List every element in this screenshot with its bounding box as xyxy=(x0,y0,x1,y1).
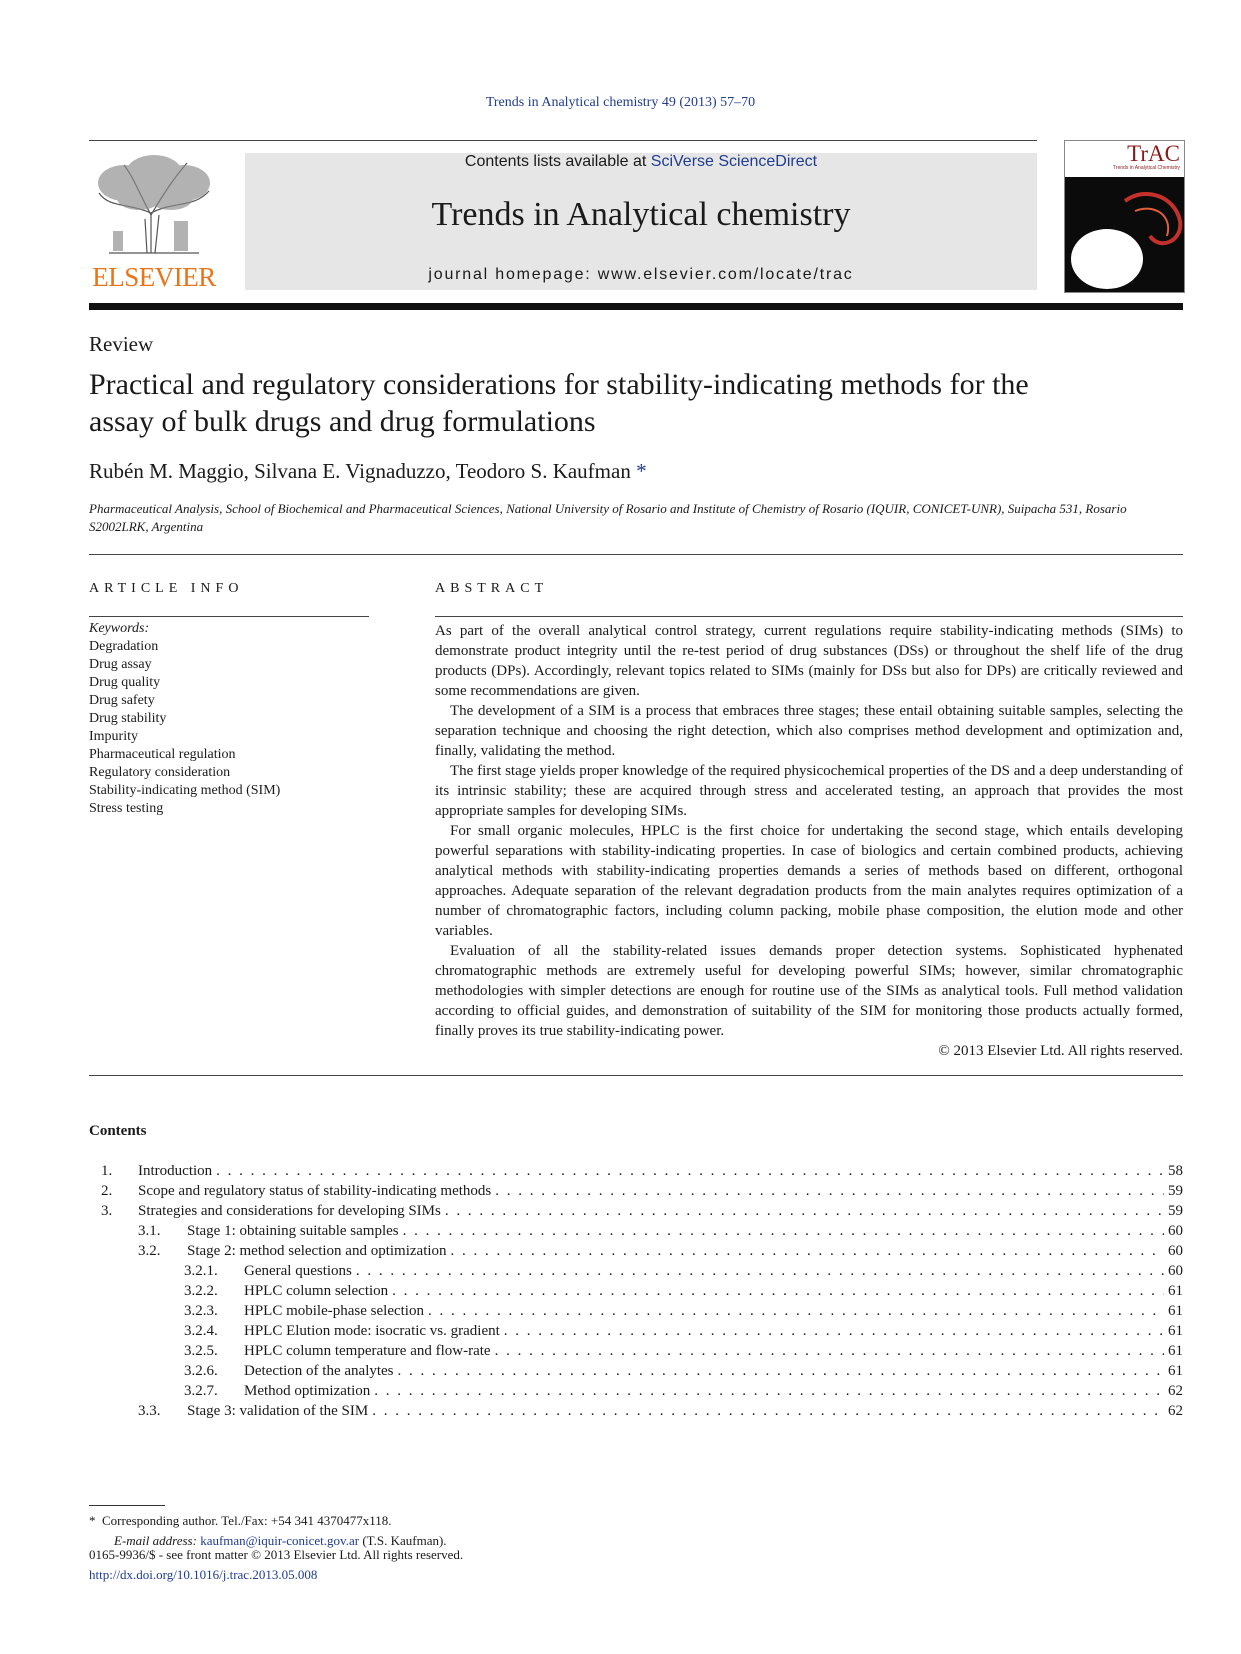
toc-leader xyxy=(451,1243,1164,1260)
abstract-copyright: © 2013 Elsevier Ltd. All rights reserved. xyxy=(938,1043,1183,1059)
toc-title: Stage 1: obtaining suitable samples xyxy=(187,1223,399,1239)
toc-entry[interactable] xyxy=(89,1263,1183,1283)
toc-page: 59 xyxy=(1168,1183,1183,1199)
footnote xyxy=(89,1493,889,1551)
keyword: Drug assay xyxy=(89,657,152,672)
toc-title: Scope and regulatory status of stability-indicating methods xyxy=(138,1183,492,1199)
keyword: Stress testing xyxy=(89,801,164,816)
toc-number: 3. xyxy=(101,1203,113,1219)
footnote-corresponding xyxy=(89,1511,889,1531)
contents-heading: Contents xyxy=(89,1123,147,1139)
toc-title: Method optimization xyxy=(244,1383,371,1399)
toc-leader xyxy=(372,1403,1164,1420)
toc-entry[interactable] xyxy=(89,1243,1183,1263)
abstract-paragraph: For small organic molecules, HPLC is the first choice for undertaking the second stage, which entails developing powerful separations with stability-indicating properties. In case of biologics and certain combined products, achieving analytical methods with stability-indicating properties demands a series of methods based on different, orthogonal approaches. Adequate separation of the relevant degradation products from the main analytes requires optimization of a number of chromatographic factors, including column packing, mobile phase composition, the elution mode and other variables. xyxy=(435,823,1183,939)
header-thick-rule xyxy=(89,303,1183,310)
article-title: Practical and regulatory considerations for stability-indicating methods for the assay of bulk drugs and drug formulations xyxy=(89,368,1029,438)
toc-title: Stage 2: method selection and optimization xyxy=(187,1243,447,1259)
toc-number: 3.2.6. xyxy=(184,1363,218,1379)
toc-title: HPLC mobile-phase selection xyxy=(244,1303,424,1319)
journal-citation[interactable]: Trends in Analytical chemistry 49 (2013) 57–70 xyxy=(485,95,756,110)
section-rule xyxy=(89,554,1183,555)
toc-leader xyxy=(504,1323,1164,1340)
toc-page: 60 xyxy=(1168,1223,1183,1239)
article-info-heading: ARTICLE INFO xyxy=(89,581,244,596)
toc-leader xyxy=(495,1343,1164,1360)
toc-page: 60 xyxy=(1168,1263,1183,1279)
toc-page: 58 xyxy=(1168,1163,1183,1179)
toc-number: 3.2.3. xyxy=(184,1303,218,1319)
toc-title: Stage 3: validation of the SIM xyxy=(187,1403,369,1419)
elsevier-logo[interactable] xyxy=(89,153,219,293)
footnote-mark: * xyxy=(89,1513,96,1528)
toc-title: Introduction xyxy=(138,1163,213,1179)
publisher-wordmark: ELSEVIER xyxy=(92,262,216,292)
email-label: E-mail address: xyxy=(114,1533,197,1548)
keyword: Drug stability xyxy=(89,711,167,726)
toc-page: 60 xyxy=(1168,1243,1183,1259)
abstract-body xyxy=(435,621,1183,1061)
toc-leader xyxy=(403,1223,1164,1240)
keywords-label: Keywords: xyxy=(89,621,150,636)
article-info-rule xyxy=(89,616,369,617)
issn-line: 0165-9936/$ - see front matter © 2013 Elsevier Ltd. All rights reserved. xyxy=(89,1547,464,1562)
toc-title: Strategies and considerations for developing SIMs xyxy=(138,1203,441,1219)
toc-leader xyxy=(374,1383,1164,1400)
toc-title: Detection of the analytes xyxy=(244,1363,394,1379)
toc-number: 3.2.7. xyxy=(184,1383,218,1399)
front-matter xyxy=(89,1545,463,1585)
authors: Rubén M. Maggio, Silvana E. Vignaduzzo, Teodoro S. Kaufman xyxy=(89,459,631,483)
toc-page: 61 xyxy=(1168,1283,1183,1299)
toc-number: 3.2.1. xyxy=(184,1263,218,1279)
toc-page: 61 xyxy=(1168,1343,1183,1359)
toc-entry[interactable] xyxy=(89,1403,1183,1423)
toc-entry[interactable] xyxy=(89,1303,1183,1323)
article-type: Review xyxy=(89,332,154,356)
toc-leader xyxy=(392,1283,1164,1300)
contents-prefix: Contents lists available at xyxy=(464,153,651,170)
toc-title: General questions xyxy=(244,1263,352,1279)
toc-entry[interactable] xyxy=(89,1283,1183,1303)
toc-page: 61 xyxy=(1168,1323,1183,1339)
cover-art-icon xyxy=(1065,141,1184,292)
toc-number: 3.3. xyxy=(138,1403,161,1419)
abstract-heading: ABSTRACT xyxy=(435,581,549,596)
toc-leader xyxy=(445,1203,1164,1220)
abstract-paragraph: The first stage yields proper knowledge of the required physicochemical properties of the DS and a deep understanding of its intrinsic stability; these are acquired through stress and accelerated testing, an approach that provides the most appropriate samples for developing SIMs. xyxy=(435,763,1183,819)
toc-page: 62 xyxy=(1168,1403,1183,1419)
keyword: Drug quality xyxy=(89,675,161,690)
toc-entry[interactable] xyxy=(89,1343,1183,1363)
keyword: Regulatory consideration xyxy=(89,765,231,780)
cover-subtitle: Trends in Analytical Chemistry xyxy=(1112,165,1180,171)
keyword: Drug safety xyxy=(89,693,155,708)
toc-number: 3.2.5. xyxy=(184,1343,218,1359)
tree-icon xyxy=(89,153,219,261)
toc-page: 61 xyxy=(1168,1303,1183,1319)
toc-leader xyxy=(428,1303,1164,1320)
table-of-contents xyxy=(89,1163,1183,1423)
email-link[interactable]: kaufman@iquir-conicet.gov.ar xyxy=(200,1533,360,1548)
toc-number: 3.1. xyxy=(138,1223,161,1239)
keyword: Stability-indicating method (SIM) xyxy=(89,783,281,798)
keyword: Degradation xyxy=(89,639,159,654)
toc-entry[interactable] xyxy=(89,1223,1183,1243)
toc-number: 1. xyxy=(101,1163,113,1179)
affiliation: Pharmaceutical Analysis, School of Biochemical and Pharmaceutical Sciences, National University of Rosario and Institute of Chemistry of Rosario (IQUIR, CONICET-UNR), Suipacha 531, Rosario S2002LRK, Argentina xyxy=(89,501,1127,534)
abstract-paragraph: Evaluation of all the stability-related issues demands proper detection systems. Sophisticated hyphenated chromatographic methods are extremely useful for developing powerful SIMs; however, similar chromatographic methodologies with simpler detections are enough for routine use of the SIMs as analytical tools. Full method validation according to official guides, and demonstration of suitability of the SIM for monitoring those products actually formed, finally proves its true stability-indicating power. xyxy=(435,943,1183,1039)
abstract-rule xyxy=(435,616,1183,617)
toc-page: 61 xyxy=(1168,1363,1183,1379)
author-list xyxy=(89,459,647,484)
doi-link[interactable]: http://dx.doi.org/10.1016/j.trac.2013.05.008 xyxy=(89,1567,318,1582)
cover-title: TrAC xyxy=(1127,141,1180,166)
abstract-paragraph: The development of a SIM is a process that embraces three stages; these entail obtaining suitable samples, selecting the separation technique and choosing the right detection, which also comprises method development and optimization and, finally, validating the method. xyxy=(435,703,1183,759)
keyword: Pharmaceutical regulation xyxy=(89,747,236,762)
abstract-paragraph: As part of the overall analytical control strategy, current regulations require stability-indicating methods (SIMs) to demonstrate product integrity until the re-test period of drug substances (DSs) or throughout the shelf life of the drug products (DPs). Accordingly, relevant topics related to SIMs (mainly for DSs but also for DPs) are critically reviewed and some recommendations are given. xyxy=(435,623,1183,699)
toc-number: 3.2. xyxy=(138,1243,161,1259)
section-rule-bottom xyxy=(89,1075,1183,1076)
keywords-block xyxy=(89,620,389,818)
email-suffix: (T.S. Kaufman). xyxy=(362,1533,447,1548)
journal-banner xyxy=(245,153,1037,290)
toc-entry[interactable] xyxy=(89,1203,1183,1223)
journal-title: Trends in Analytical chemistry xyxy=(431,196,851,233)
toc-entry[interactable] xyxy=(89,1183,1183,1203)
toc-entry[interactable] xyxy=(89,1383,1183,1403)
toc-number: 3.2.2. xyxy=(184,1283,218,1299)
toc-leader xyxy=(356,1263,1164,1280)
sciencedirect-link[interactable]: SciVerse ScienceDirect xyxy=(650,153,818,170)
toc-page: 62 xyxy=(1168,1383,1183,1399)
toc-title: HPLC column temperature and flow-rate xyxy=(244,1343,491,1359)
corresponding-author-mark[interactable]: * xyxy=(636,459,647,483)
keyword: Impurity xyxy=(89,729,138,744)
toc-title: HPLC Elution mode: isocratic vs. gradient xyxy=(244,1323,500,1339)
journal-homepage[interactable]: journal homepage: www.elsevier.com/locate/trac xyxy=(428,266,854,283)
toc-leader xyxy=(398,1363,1164,1380)
toc-leader xyxy=(495,1183,1164,1200)
footnote-corresponding-text: Corresponding author. Tel./Fax: +54 341 4370477x118. xyxy=(102,1513,392,1528)
toc-entry[interactable] xyxy=(89,1323,1183,1343)
toc-title: HPLC column selection xyxy=(244,1283,389,1299)
toc-leader xyxy=(216,1163,1164,1180)
toc-page: 59 xyxy=(1168,1203,1183,1219)
toc-entry[interactable] xyxy=(89,1363,1183,1383)
contents-availability xyxy=(245,153,1037,171)
journal-cover[interactable] xyxy=(1064,140,1185,293)
header-rule xyxy=(89,140,1037,141)
toc-number: 3.2.4. xyxy=(184,1323,218,1339)
toc-entry[interactable] xyxy=(89,1163,1183,1183)
toc-number: 2. xyxy=(101,1183,113,1199)
